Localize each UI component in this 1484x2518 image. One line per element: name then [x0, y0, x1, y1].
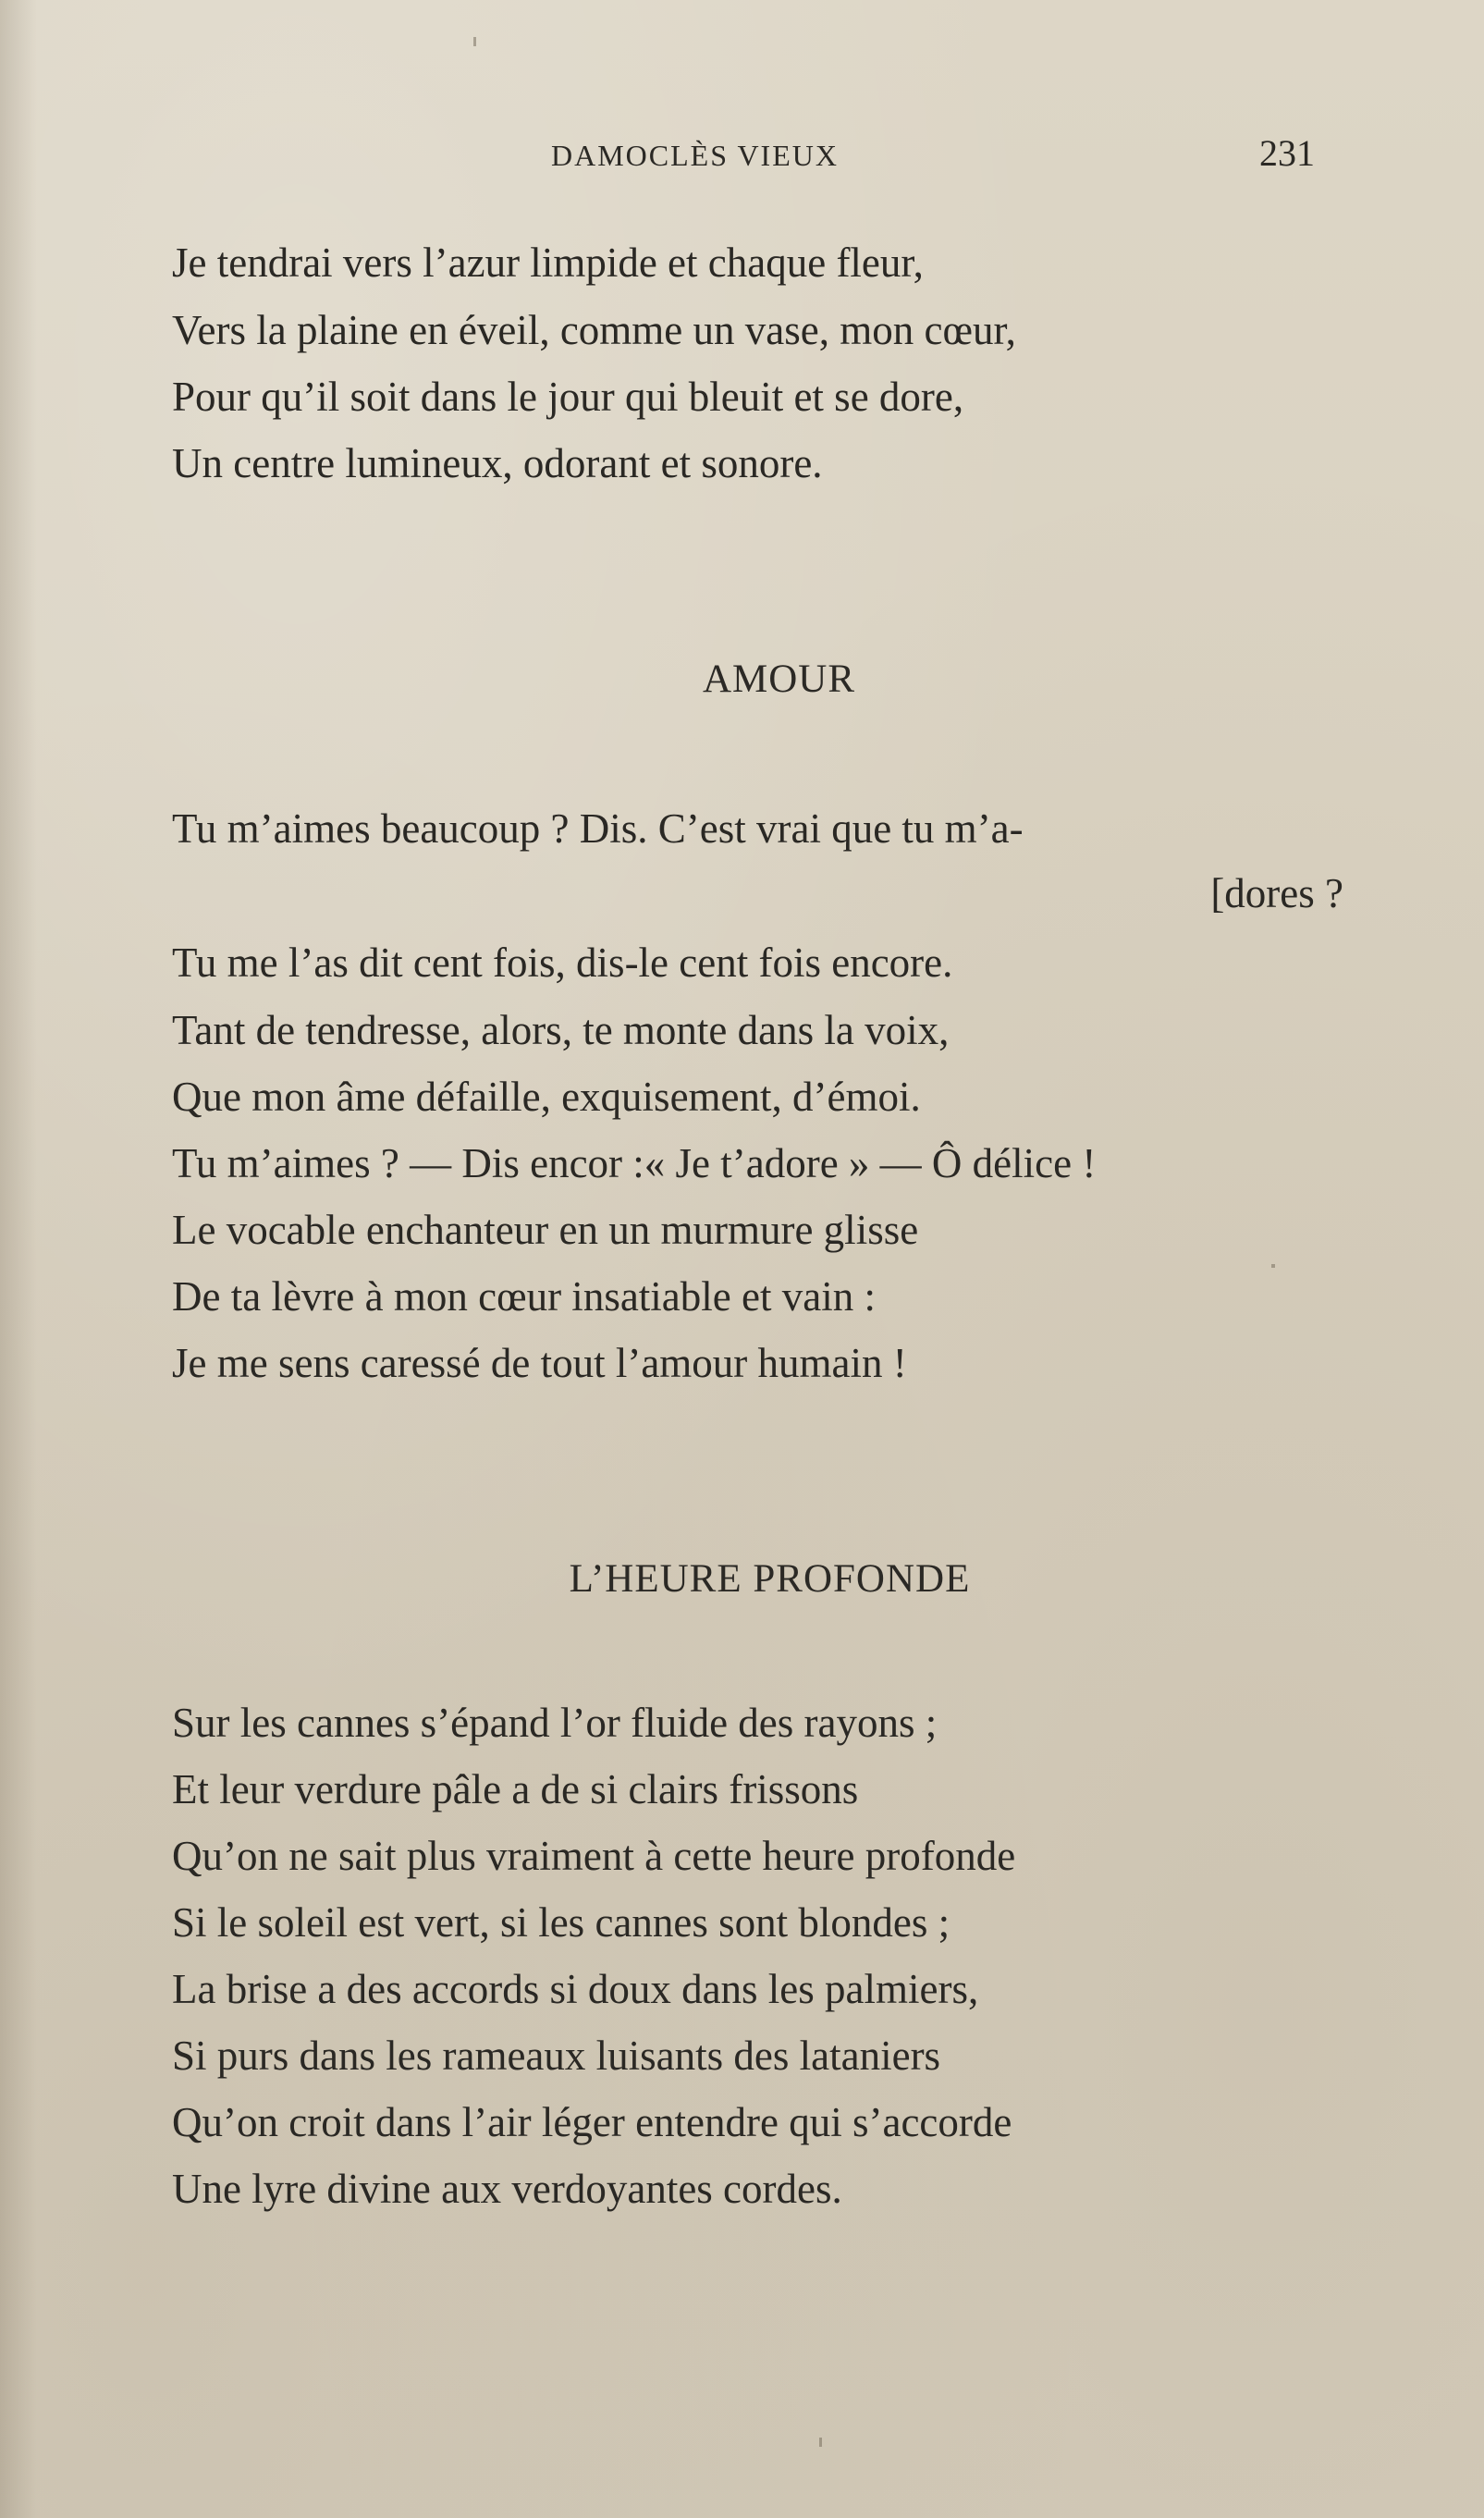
verse-line: Vers la plaine en éveil, comme un vase, mon cœur,	[172, 307, 1016, 353]
verse-line: De ta lèvre à mon cœur insatiable et vain :	[172, 1273, 876, 1320]
verse-line: Tu m’aimes ? — Dis encor :« Je t’adore » — Ô délice !	[172, 1140, 1097, 1186]
verse-line: Tu me l’as dit cent fois, dis-le cent fois encore.	[172, 940, 953, 986]
verse-line: Si le soleil est vert, si les cannes sont blondes ;	[172, 1899, 950, 1946]
poem-title-amour: AMOUR	[702, 657, 856, 701]
verse-line: Qu’on ne sait plus vraiment à cette heure profonde	[172, 1833, 1016, 1879]
page-number: 231	[1259, 132, 1315, 174]
verse-line: Une lyre divine aux verdoyantes cordes.	[172, 2166, 842, 2212]
verse-line: Je tendrai vers l’azur limpide et chaque fleur,	[172, 240, 924, 286]
verse-line: Si purs dans les rameaux luisants des lataniers	[172, 2033, 941, 2079]
verse-line-continuation: [dores ?	[1210, 870, 1343, 916]
verse-line: Et leur verdure pâle a de si clairs frissons	[172, 1766, 859, 1812]
page-edge-shadow	[0, 0, 37, 2518]
paper-speck	[819, 2438, 822, 2447]
verse-line: Sur les cannes s’épand l’or fluide des rayons ;	[172, 1700, 938, 1746]
verse-line: La brise a des accords si doux dans les palmiers,	[172, 1966, 979, 2012]
verse-line: Un centre lumineux, odorant et sonore.	[172, 440, 823, 486]
paper-speck	[1271, 1264, 1275, 1268]
verse-line: Je me sens caressé de tout l’amour humain !	[172, 1340, 907, 1386]
paper-speck	[473, 37, 476, 46]
poem-title-heure-profonde: L’HEURE PROFONDE	[569, 1557, 971, 1601]
verse-line: Tu m’aimes beaucoup ? Dis. C’est vrai que tu m’a-	[172, 805, 1024, 852]
running-title: DAMOCLÈS VIEUX	[551, 139, 839, 172]
verse-line: Que mon âme défaille, exquisement, d’émoi.	[172, 1074, 921, 1120]
verse-line: Le vocable enchanteur en un murmure glisse	[172, 1207, 919, 1253]
verse-line: Pour qu’il soit dans le jour qui bleuit et se dore,	[172, 374, 964, 420]
verse-line: Tant de tendresse, alors, te monte dans la voix,	[172, 1007, 950, 1053]
verse-line: Qu’on croit dans l’air léger entendre qui s’accorde	[172, 2099, 1012, 2145]
